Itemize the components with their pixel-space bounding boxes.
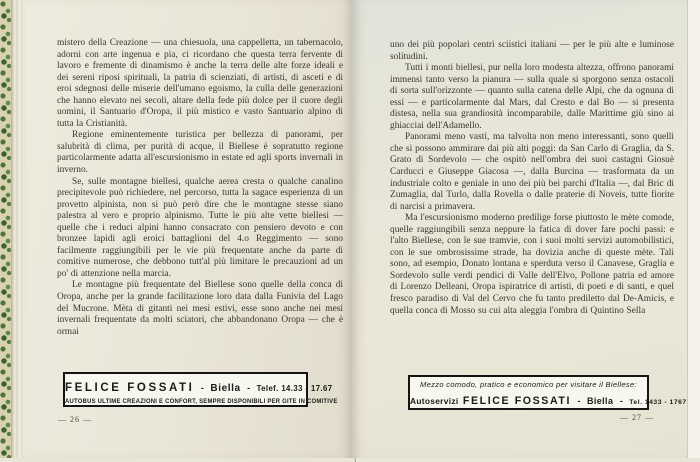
right-page	[352, 0, 687, 458]
advertiser-name: FELICE FOSSATI	[462, 394, 572, 407]
scan-right-edge	[687, 0, 700, 458]
separator-dash: -	[619, 395, 623, 406]
body-paragraph: Ma l'escursionismo moderno predilige forse piuttosto le mète comode, quelle raggiungibili senza neppure la fatica di dover fare pochi passi: e l'alto Biellese, con le sue tramvie, con i suoi molti servizi automobilistici, con le sue ombrosissime strade, ha dovizia anche di queste mète. Tali sono, ad esempio, Donato lontana e sperduta verso il Canavese, Graglia e Sordevolo sulle verdi pendici di Valle dell'Elvo, Pollone patria ed amore di Lorenzo Delleani, Oropa ispiratrice di artisti, di poeti e di santi, e quel fresco paradiso di Val del Cervo che fu tanto prediletto dal De-Amicis, e quella conca di Mosso su cui alta aleggia l'ombra di Quintino Sella	[390, 213, 674, 316]
advertiser-city: Biella	[210, 383, 241, 394]
ad-headline	[65, 378, 333, 396]
page-number-left: — 26 —	[58, 415, 92, 424]
body-paragraph: Panorami meno vasti, ma talvolta non meno interessanti, sono quelli che si possono ammirare dai più alti poggi: da San Carlo di Graglia, da S. Grato di Sordevolo — che ospitò nell'ombra dei suoi castagni Giosuè Carducci e Giuseppe Giacosa —, dalla Burcina — trasformata da un industriale colto e geniale in uno dei più bei parchi d'Italia —, dal Bric di Zumaglia, dal Turlo, dalla Rovella o dalle praterie di Noveis, tutte fiorite di narcisi a primavera.	[390, 132, 674, 212]
separator-dash: -	[577, 395, 581, 406]
separator-dash: -	[200, 383, 204, 393]
left-text-column	[57, 38, 343, 338]
ad-slogan: Mezzo comodo, pratico e economico per visitare il Biellese:	[420, 380, 637, 389]
ad-box-right	[408, 375, 687, 410]
separator-dash: -	[247, 383, 251, 393]
body-paragraph: uno dei più popolari centri sciistici italiani — per le più alte e luminose solitudini.	[390, 40, 674, 62]
body-paragraph: Tutti i monti biellesi, pur nella loro modesta altezza, offrono panorami immensi tanto verso la pianura — sulla quale si sporgono senza ostacoli di sorta sull'orizzonte — quanto sulla catena delle Alpi, che da ognuna di essi — e particolarmente dal Mars, dal Cresto e dal Bo — si presenta distesa, nella sua grandiosità incomparabile, dalle Marittime giù sino ai ghiacciai dell'Adamello.	[390, 63, 674, 131]
advertiser-name: FELICE FOSSATI	[65, 382, 195, 394]
advertiser-phone: Tel. 1433 - 1767	[629, 398, 687, 406]
page-number-right: — 27 —	[620, 413, 654, 422]
page-edge-creases	[11, 0, 26, 458]
advertiser-prefix: Autoservizi	[410, 395, 459, 406]
ad-headline	[410, 391, 687, 409]
advertiser-city: Biella	[586, 395, 614, 406]
advertiser-phone: Telef. 14.33 - 17.67	[256, 384, 333, 393]
body-paragraph: Regione eminentemente turistica per bellezza di panorami, per salubrità di clima, per purità di acque, il Biellese è sopratutto regione particolarmente adatta all'escursionismo in estate ed agli sports invernali in inverno.	[57, 130, 343, 176]
body-paragraph: Le montagne più frequentate del Biellese sono quelle della conca di Oropa, anche per la grande facilitazione loro data dalla Funivia del Lago del Mucrone. Mèta di gitanti nei mesi estivi, esse sono anche nei mesi invernali frequentate da molti sciatori, che abbandonano Oropa — che è ormai	[57, 280, 343, 337]
right-text-column	[390, 40, 674, 317]
endpaper-pattern	[0, 0, 11, 458]
body-paragraph: Se, sulle montagne biellesi, qualche aerea cresta o qualche canalino precipitevole può richiedere, nel percorso, tutta la sagace esperienza di un provetto alpinista, non si può però dire che le montagne stesse siano palestra al vero e proprio alpinismo. Tutte le più alte vette biellesi — quelle che i reduci alpini hanno consacrato con pensiero devoto e con bronzee lapidi agli eroici battaglioni del 4.o Reggimento — sono facilmente raggiungibili per le vie più frequentate anche da parte di comitive numerose, che debbono tutt'al più limitare le precauzioni ad un po' di attenzione nella marcia.	[57, 176, 343, 279]
left-page	[26, 0, 352, 458]
body-paragraph: mistero della Creazione — una chiesuola, una cappelletta, un tabernacolo, adorni con arte ingenua e pia, ci ricordano che questa terra fervente di lavoro e fremente di dinamismo è anche la terra delle alte forze ideali e dei sereni riposi spirituali, la patria di scienziati, di artisti, di asceti e di eroi sdegnosi delle miserie dell'umano egoismo, la culla delle generazioni che hanno elevato nei secoli, altare della fede più dolce per il cuore degli uomini, il Santuario d'Oropa, il più mistico e vasto Santuario alpino di tutta la Cristianità.	[57, 38, 343, 129]
ad-box-left	[63, 372, 338, 407]
ad-tagline: AUTOBUS ULTIME CREAZIONI E CONFORT, SEMPRE DISPONIBILI PER GITE IN COMITIVE	[65, 398, 338, 405]
